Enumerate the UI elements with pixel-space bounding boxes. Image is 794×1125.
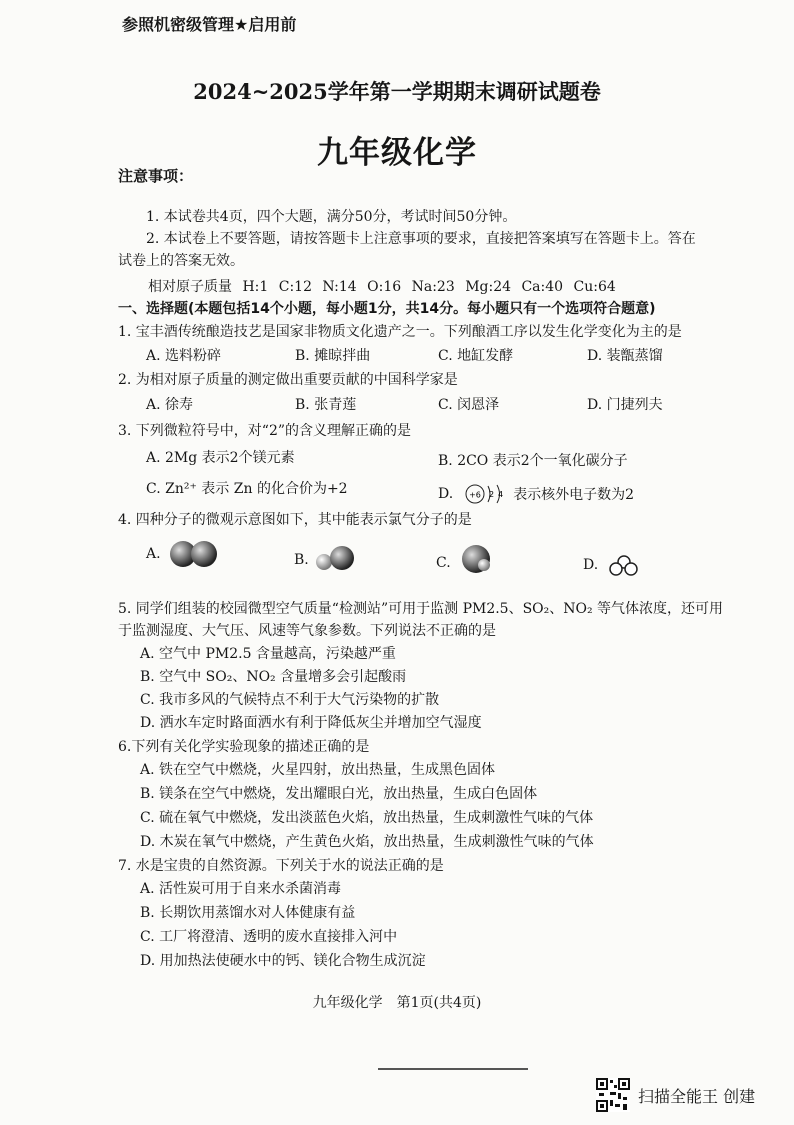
q6-option-d: D. 木炭在氧气中燃烧，产生黄色火焰，放出热量，生成刺激性气味的气体 (140, 834, 594, 850)
q3-option-b: B. 2CO 表示2个一氧化碳分子 (438, 453, 628, 469)
q2-option-a: A. 徐寿 (146, 397, 194, 413)
question-4-stem: 4. 四种分子的微观示意图如下，其中能表示氯气分子的是 (118, 512, 472, 528)
q2-option-c: C. 闵恩泽 (438, 397, 500, 413)
q4-option-b-label: B. (294, 552, 309, 568)
q4-option-c-label: C. (436, 555, 451, 571)
molecule-d-diagram (606, 553, 642, 577)
q1-option-a: A. 选料粉碎 (146, 348, 222, 364)
q5-option-b: B. 空气中 SO₂、NO₂ 含量增多会引起酸雨 (140, 669, 407, 685)
q5-option-d: D. 洒水车定时路面洒水有利于降低灰尘并增加空气湿度 (140, 715, 482, 731)
q3-option-c: C. Zn²⁺ 表示 Zn 的化合价为+2 (146, 481, 348, 497)
q2-option-b: B. 张青莲 (295, 397, 357, 413)
exam-subject: 九年级化学 (317, 135, 477, 171)
question-5-stem-a: 5. 同学们组装的校园微型空气质量“检测站”可用于监测 PM2.5、SO₂、NO₂ 等气体浓度，还可用 (118, 601, 724, 617)
molecule-c-diagram (456, 543, 496, 575)
notice-item-2a: 2. 本试卷上不要答题，请按答题卡上注意事项的要求，直接把答案填写在答题卡上。答在 (146, 231, 696, 247)
scanner-watermark (596, 1078, 755, 1112)
q6-option-a: A. 铁在空气中燃烧，火星四射，放出热量，生成黑色固体 (140, 762, 496, 778)
question-6-stem: 6.下列有关化学实验现象的描述正确的是 (118, 739, 370, 755)
section-heading: 一、选择题(本题包括14个小题，每小题1分，共14分。每小题只有一个选项符合题意) (118, 301, 656, 317)
page-footer: 九年级化学 第1页(共4页) (312, 995, 482, 1011)
nucleus-charge: +6 (469, 490, 482, 500)
q3-option-a: A. 2Mg 表示2个镁元素 (146, 450, 295, 466)
qr-code-icon (596, 1078, 630, 1112)
secret-level-label: 参照机密级管理★启用前 (122, 15, 297, 34)
footer-divider (378, 1068, 528, 1070)
q4-option-a-label: A. (146, 546, 161, 562)
q7-option-b: B. 长期饮用蒸馏水对人体健康有益 (140, 905, 356, 921)
shell-1-count: 2 (489, 490, 495, 499)
q6-option-b: B. 镁条在空气中燃烧，发出耀眼白光，放出热量，生成白色固体 (140, 786, 538, 802)
question-5-stem-b: 于监测湿度、大气压、风速等气象参数。下列说法不正确的是 (118, 623, 496, 639)
exam-title: 2024~2025学年第一学期期末调研试题卷 (193, 79, 601, 104)
q7-option-d: D. 用加热法使硬水中的钙、镁化合物生成沉淀 (140, 953, 426, 969)
shell-2-count: 4 (498, 490, 504, 499)
question-1-stem: 1. 宝丰酒传统酿造技艺是国家非物质文化遗产之一。下列酿酒工序以发生化学变化为主的是 (118, 324, 682, 340)
q6-option-c: C. 硫在氧气中燃烧，发出淡蓝色火焰，放出热量，生成刺激性气味的气体 (140, 810, 594, 826)
q1-option-c: C. 地缸发酵 (438, 348, 514, 364)
atomic-masses: 相对原子质量 H:1 C:12 N:14 O:16 Na:23 Mg:24 Ca:40 Cu:64 (148, 279, 616, 295)
atom-structure-diagram (463, 481, 509, 507)
q5-option-c: C. 我市多风的气候特点不利于大气污染物的扩散 (140, 692, 440, 708)
q3-option-d (438, 481, 634, 507)
question-2-stem: 2. 为相对原子质量的测定做出重要贡献的中国科学家是 (118, 372, 458, 388)
q7-option-c: C. 工厂将澄清、透明的废水直接排入河中 (140, 929, 398, 945)
q7-option-a: A. 活性炭可用于自来水杀菌消毒 (140, 881, 342, 897)
notice-item-2b: 试卷上的答案无效。 (118, 253, 244, 269)
scanner-watermark-text: 扫描全能王 创建 (638, 1086, 756, 1106)
q3-option-d-prefix: D. (438, 486, 454, 502)
question-7-stem: 7. 水是宝贵的自然资源。下列关于水的说法正确的是 (118, 858, 444, 874)
q2-option-d: D. 门捷列夫 (587, 397, 663, 413)
molecule-a-diagram (168, 538, 220, 570)
question-3-stem: 3. 下列微粒符号中，对“2”的含义理解正确的是 (118, 423, 412, 439)
q1-option-b: B. 摊晾拌曲 (295, 348, 371, 364)
q1-option-d: D. 装甑蒸馏 (587, 348, 663, 364)
notice-item-1: 1. 本试卷共4页，四个大题，满分50分，考试时间50分钟。 (146, 209, 517, 225)
q4-option-d-label: D. (583, 557, 599, 573)
q3-option-d-text: 表示核外电子数为2 (513, 487, 635, 503)
notice-heading: 注意事项： (118, 167, 194, 185)
molecule-b-diagram (314, 544, 360, 574)
q5-option-a: A. 空气中 PM2.5 含量越高，污染越严重 (140, 646, 396, 662)
